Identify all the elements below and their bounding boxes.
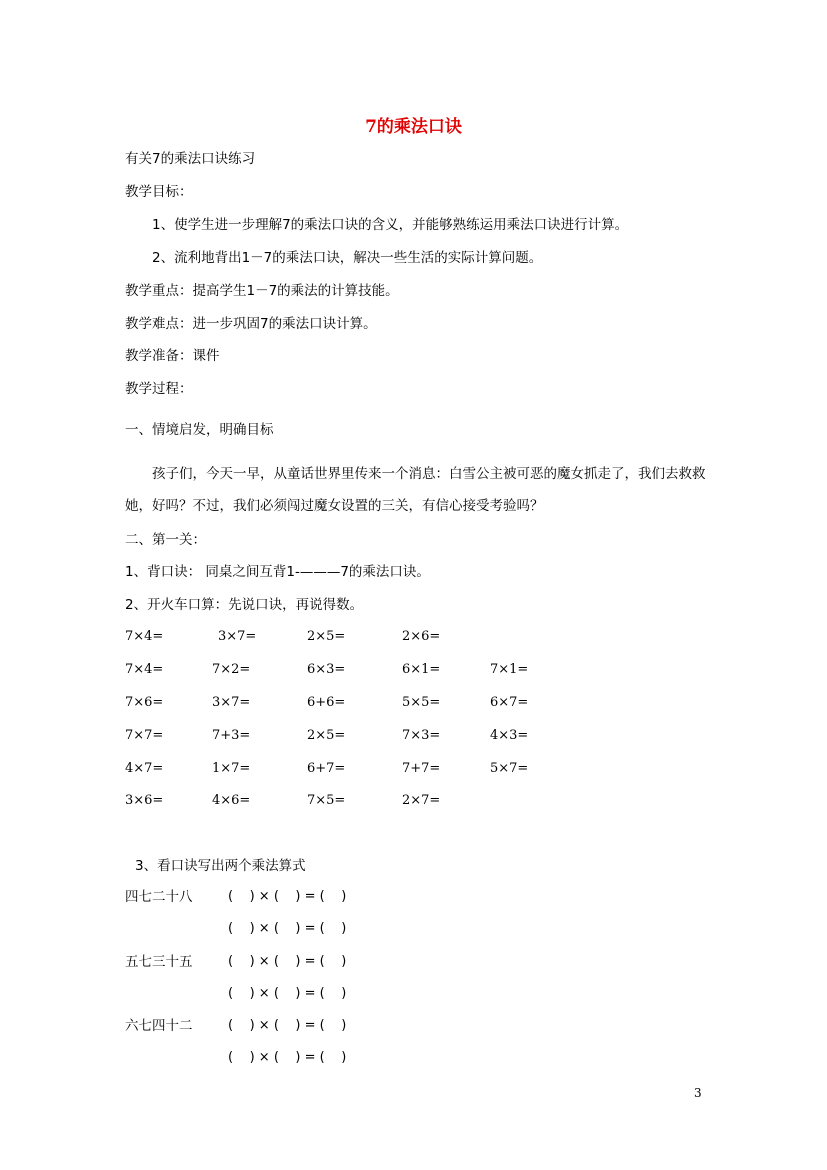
task-1: 1、背口诀： 同桌之间互背1-———7的乘法口诀。 [125,564,430,580]
page-number: 3 [694,1086,702,1100]
math-item: 4×7= [125,761,164,776]
math-item: 7×7= [125,728,164,743]
math-item: 6+7= [307,761,346,776]
subtitle: 有关7的乘法口诀练习 [125,151,256,167]
math-item: 5×5= [402,695,441,710]
math-item: 7×4= [125,629,164,644]
koujue-2: 五七三十五 [125,954,193,970]
math-item: 7×4= [125,662,164,677]
blank-equation: ( ) × ( ) = ( ) [228,921,347,936]
story-paragraph [125,458,710,522]
math-item: 7×6= [125,695,164,710]
math-item: 7×3= [402,728,441,743]
goals-heading: 教学目标： [125,184,193,200]
story-text: 孩子们，今天一早，从童话世界里传来一个消息：白雪公主被可恶的魔女抓走了，我们去救救她，好吗？不过，我们必须闯过魔女设置的三关，有信心接受考验吗？ [125,466,706,514]
math-item: 2×6= [402,629,441,644]
math-item: 6+6= [307,695,346,710]
koujue-3: 六七四十二 [125,1018,193,1034]
process-heading: 教学过程： [125,381,193,397]
math-item: 2×5= [307,728,346,743]
math-item: 3×7= [212,695,251,710]
koujue-1: 四七二十八 [125,889,193,905]
blank-equation: ( ) × ( ) = ( ) [228,1018,347,1033]
task-3: 3、看口诀写出两个乘法算式 [135,858,306,874]
section-2-heading: 二、第一关： [125,532,206,548]
blank-equation: ( ) × ( ) = ( ) [228,954,347,969]
math-item: 7×5= [307,793,346,808]
goal-2: 2、流利地背出1－7的乘法口诀，解决一些生活的实际计算问题。 [152,250,543,266]
math-item: 6×7= [490,695,529,710]
math-item: 7×2= [212,662,251,677]
math-item: 7+7= [402,761,441,776]
math-item: 1×7= [212,761,251,776]
math-item: 6×3= [307,662,346,677]
goal-1: 1、使学生进一步理解7的乘法口诀的含义，并能够熟练运用乘法口诀进行计算。 [152,217,629,233]
math-item: 4×6= [212,793,251,808]
math-item: 2×7= [402,793,441,808]
math-item: 2×5= [307,629,346,644]
task-2: 2、开火车口算：先说口诀，再说得数。 [125,597,364,613]
key-point: 教学重点：提高学生1－7的乘法的计算技能。 [125,283,399,299]
math-item: 3×6= [125,793,164,808]
math-item: 6×1= [402,662,441,677]
math-item: 3×7= [218,629,257,644]
blank-equation: ( ) × ( ) = ( ) [228,1050,347,1065]
blank-equation: ( ) × ( ) = ( ) [228,889,347,904]
preparation: 教学准备：课件 [125,348,220,364]
difficulty-point: 教学难点：进一步巩固7的乘法口诀计算。 [125,316,377,332]
math-item: 7+3= [212,728,251,743]
math-item: 5×7= [490,761,529,776]
math-item: 7×1= [490,662,529,677]
math-item: 4×3= [490,728,529,743]
blank-equation: ( ) × ( ) = ( ) [228,986,347,1001]
section-1-heading: 一、情境启发，明确目标 [125,422,274,438]
document-title: 7的乘法口诀 [365,117,462,137]
